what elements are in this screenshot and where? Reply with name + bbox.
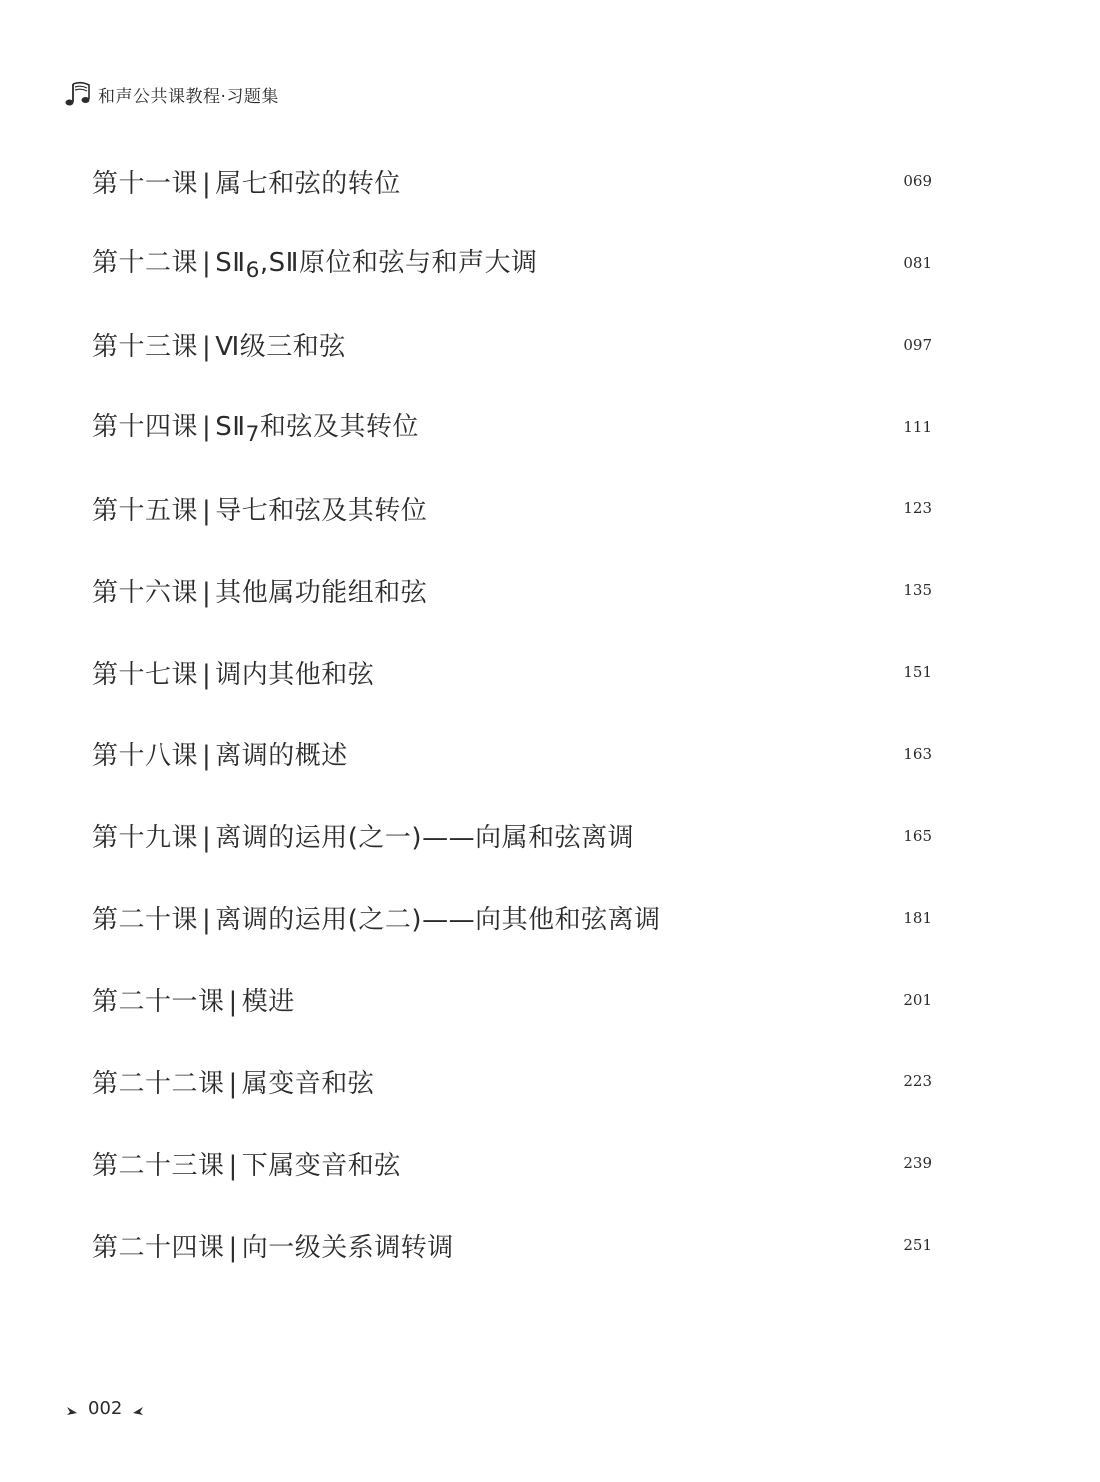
toc-entry-title bbox=[92, 326, 346, 363]
toc-entry-page-number: 223 bbox=[903, 1072, 932, 1091]
toc-entry-title bbox=[92, 981, 295, 1018]
book-title: 和声公共课教程·习题集 bbox=[98, 86, 279, 107]
toc-entry-title bbox=[92, 163, 401, 200]
toc-entry-page-number: 069 bbox=[903, 172, 932, 190]
toc-entry-title bbox=[92, 1063, 374, 1100]
title-separator: | bbox=[202, 823, 212, 854]
title-separator: | bbox=[202, 495, 212, 526]
title-separator: | bbox=[202, 577, 212, 608]
lesson-number: 第二十课 bbox=[92, 905, 199, 936]
toc-entry[interactable] bbox=[92, 734, 932, 774]
lesson-number: 第十五课 bbox=[92, 495, 199, 526]
toc-entry-page-number: 251 bbox=[903, 1236, 932, 1255]
lesson-title: 模进 bbox=[241, 987, 295, 1017]
page-folio bbox=[66, 1394, 144, 1422]
toc-entry-page-number: 081 bbox=[903, 253, 932, 272]
arrow-left-icon bbox=[132, 1402, 144, 1414]
toc-entry[interactable] bbox=[92, 1143, 932, 1183]
lesson-title: Ⅵ级三和弦 bbox=[215, 332, 346, 363]
lesson-number: 第二十二课 bbox=[92, 1068, 225, 1099]
toc-entry-title bbox=[92, 406, 419, 447]
toc-entry[interactable] bbox=[92, 980, 932, 1020]
lesson-title: 离调的概述 bbox=[215, 741, 348, 772]
lesson-title: ,SⅡ原位和弦与和声大调 bbox=[259, 248, 538, 279]
lesson-number: 第十二课 bbox=[92, 248, 199, 279]
title-separator: | bbox=[228, 1150, 238, 1181]
toc-entry[interactable] bbox=[92, 161, 932, 201]
title-separator: | bbox=[202, 332, 212, 363]
lesson-number: 第二十四课 bbox=[92, 1232, 225, 1263]
toc-entry[interactable] bbox=[92, 652, 932, 692]
toc-entry-title bbox=[92, 735, 348, 772]
toc-entry[interactable] bbox=[92, 407, 932, 447]
lesson-title: SⅡ bbox=[215, 411, 246, 442]
arrow-right-icon bbox=[66, 1402, 78, 1414]
lesson-number: 第十四课 bbox=[92, 411, 199, 442]
lesson-title: 属七和弦的转位 bbox=[215, 168, 401, 199]
chord-figure-subscript: 7 bbox=[245, 422, 260, 448]
toc-entry-page-number: 151 bbox=[903, 663, 932, 682]
toc-entry-title bbox=[92, 242, 537, 283]
lesson-number: 第十七课 bbox=[92, 659, 199, 690]
lesson-number: 第二十三课 bbox=[92, 1150, 225, 1181]
lesson-title: 向一级关系调转调 bbox=[241, 1232, 454, 1263]
page-number: 002 bbox=[88, 1397, 123, 1419]
lesson-number: 第十九课 bbox=[92, 823, 199, 854]
toc-entry-page-number: 239 bbox=[903, 1154, 932, 1173]
lesson-number: 第十六课 bbox=[92, 577, 199, 608]
toc-entry[interactable] bbox=[92, 1061, 932, 1101]
toc-entry-title bbox=[92, 572, 427, 609]
lesson-number: 第十三课 bbox=[92, 332, 199, 363]
lesson-number: 第二十一课 bbox=[92, 987, 225, 1017]
lesson-title: 离调的运用(之二)——向其他和弦离调 bbox=[215, 905, 661, 936]
lesson-title: 离调的运用(之一)——向属和弦离调 bbox=[215, 823, 635, 854]
title-separator: | bbox=[202, 741, 212, 772]
lesson-title: 导七和弦及其转位 bbox=[215, 495, 428, 526]
toc-entry-page-number: 201 bbox=[903, 990, 932, 1009]
title-separator: | bbox=[202, 168, 212, 199]
toc-entry-page-number: 163 bbox=[903, 744, 932, 763]
title-separator: | bbox=[202, 659, 212, 690]
toc-entry[interactable] bbox=[92, 488, 932, 528]
toc-entry-page-number: 123 bbox=[903, 499, 932, 518]
lesson-title: 下属变音和弦 bbox=[241, 1150, 401, 1181]
title-separator: | bbox=[228, 987, 238, 1017]
toc-entry-title bbox=[92, 490, 427, 527]
lesson-number: 第十八课 bbox=[92, 741, 199, 772]
title-separator: | bbox=[228, 1068, 238, 1099]
toc-entry-title bbox=[92, 817, 634, 854]
toc-entry-page-number: 135 bbox=[903, 581, 932, 600]
title-separator: | bbox=[228, 1232, 238, 1263]
title-separator: | bbox=[202, 905, 212, 936]
lesson-title: 属变音和弦 bbox=[241, 1068, 375, 1099]
toc-entry-title bbox=[92, 654, 374, 691]
title-separator: | bbox=[202, 411, 212, 442]
toc-entry[interactable] bbox=[92, 898, 932, 938]
chord-figure-subscript: 6 bbox=[245, 258, 260, 284]
toc-entry-page-number: 181 bbox=[903, 908, 932, 927]
toc-entry-page-number: 111 bbox=[903, 417, 932, 436]
toc-entry-title bbox=[92, 1227, 454, 1264]
lesson-number: 第十一课 bbox=[92, 168, 199, 199]
title-separator: | bbox=[202, 248, 212, 279]
toc-entry[interactable] bbox=[92, 325, 932, 365]
toc-entry[interactable] bbox=[92, 816, 932, 856]
toc-entry[interactable] bbox=[92, 1225, 932, 1265]
lesson-title: 和弦及其转位 bbox=[259, 411, 419, 442]
toc-entry-page-number: 097 bbox=[903, 335, 932, 354]
toc-entry[interactable] bbox=[92, 243, 932, 283]
lesson-title: 调内其他和弦 bbox=[215, 659, 375, 690]
toc-entry[interactable] bbox=[92, 570, 932, 610]
toc-entry-title bbox=[92, 1145, 401, 1182]
lesson-title: SⅡ bbox=[215, 248, 246, 279]
toc-entry-page-number: 165 bbox=[903, 826, 932, 845]
toc-entry-title bbox=[92, 899, 661, 936]
lesson-title: 其他属功能组和弦 bbox=[215, 577, 428, 608]
